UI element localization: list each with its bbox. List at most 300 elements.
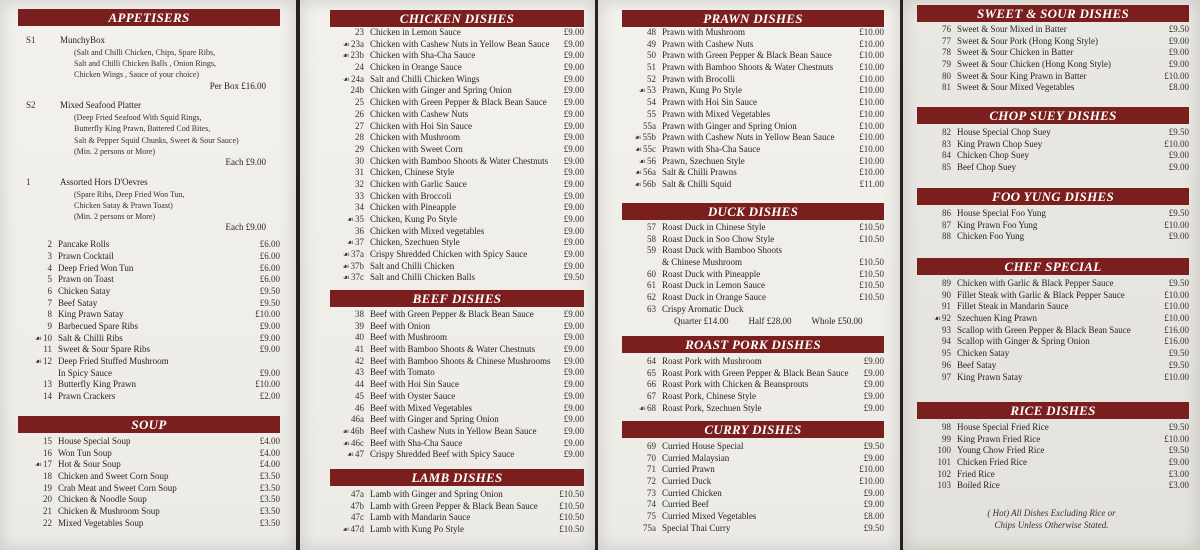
menu-item bbox=[917, 127, 1189, 139]
item-number: 36 bbox=[355, 225, 364, 236]
menu-item bbox=[917, 313, 1189, 325]
item-price: £9.00 bbox=[563, 97, 584, 108]
item-description: (Deep Fried Seafood With Squid Rings, bbox=[74, 113, 202, 122]
item-name: Curried Prawn bbox=[662, 464, 715, 475]
item-number: ☙ 56 bbox=[622, 156, 662, 168]
item-number: 66 bbox=[647, 379, 656, 390]
item-price: £10.00 bbox=[859, 155, 884, 166]
item-price: £8.00 bbox=[863, 511, 884, 522]
menu-item bbox=[18, 448, 280, 460]
item-price: £9.00 bbox=[1168, 47, 1189, 58]
menu-panel-3 bbox=[598, 0, 900, 550]
item-description: Chicken Satay & Prawn Toast) bbox=[74, 200, 173, 210]
item-price: £9.00 bbox=[863, 391, 884, 402]
menu-item bbox=[330, 191, 584, 203]
item-price: £10.00 bbox=[255, 379, 280, 390]
item-number: 52 bbox=[647, 73, 656, 84]
item-price: £9.00 bbox=[563, 190, 584, 201]
item-number: 75 bbox=[647, 511, 656, 522]
item-number: 28 bbox=[355, 132, 364, 143]
item-name: House Special Chop Suey bbox=[957, 127, 1051, 137]
item-price: £9.00 bbox=[563, 379, 584, 390]
menu-item bbox=[917, 82, 1189, 94]
menu-item bbox=[330, 501, 584, 513]
item-name: Sweet & Sour Chicken in Batter bbox=[957, 47, 1074, 58]
item-number: 38 bbox=[355, 309, 364, 319]
item-number: ☙ 37a bbox=[330, 249, 370, 261]
menu-item bbox=[330, 403, 584, 415]
item-description: Salt and Chilli Chicken Balls , Onion Rings, bbox=[74, 59, 216, 68]
beef-section bbox=[330, 290, 584, 461]
item-number: 47c bbox=[351, 512, 364, 523]
menu-item bbox=[622, 441, 884, 453]
menu-item bbox=[330, 332, 584, 344]
item-price: £9.00 bbox=[563, 214, 584, 224]
item-name: Lamb with Kung Po Style bbox=[370, 524, 464, 535]
item-number: 99 bbox=[942, 433, 951, 444]
item-name: Salt and Chilli Chicken Wings bbox=[370, 73, 480, 84]
section-header: ROAST PORK DISHES bbox=[622, 336, 884, 353]
item-number: ☙ 10 bbox=[18, 333, 58, 345]
item-name: Sweet & Sour Pork (Hong Kong Style) bbox=[957, 35, 1098, 46]
item-number: 44 bbox=[355, 379, 364, 390]
item-name: Chicken with Ginger and Spring Onion bbox=[370, 85, 512, 96]
menu-item bbox=[917, 47, 1189, 59]
section-header: DUCK DISHES bbox=[622, 203, 884, 220]
item-name: Sweet & Sour Mixed in Batter bbox=[957, 24, 1067, 34]
item-name: Chicken in Orange Sauce bbox=[370, 62, 462, 73]
menu-item bbox=[330, 438, 584, 450]
menu-item bbox=[917, 336, 1189, 348]
menu-item bbox=[330, 109, 584, 121]
menu-item bbox=[330, 132, 584, 144]
item-name: Beef with Green Pepper & Black Bean Sauce bbox=[370, 309, 534, 319]
item-price: £9.00 bbox=[563, 237, 584, 248]
item-name: Assorted Hors D'Oevres bbox=[60, 176, 148, 187]
item-number: ☙ 23b bbox=[330, 50, 370, 62]
menu-item bbox=[330, 426, 584, 438]
menu-item bbox=[622, 74, 884, 86]
item-price: £9.00 bbox=[563, 132, 584, 143]
item-number: 83 bbox=[942, 138, 951, 149]
item-price: £9.00 bbox=[1168, 162, 1189, 173]
item-price: £9.50 bbox=[1168, 127, 1189, 137]
chef-special-list bbox=[917, 278, 1189, 383]
item-name: Won Tun Soup bbox=[58, 447, 112, 458]
item-number: ☙ 47 bbox=[330, 449, 370, 461]
footnote-line-2: Chips Unless Otherwise Stated. bbox=[994, 520, 1109, 530]
item-price: £9.00 bbox=[259, 321, 280, 331]
item-price: £9.00 bbox=[563, 449, 584, 460]
item-price: £9.00 bbox=[259, 344, 280, 355]
item-name: Mixed Seafood Platter bbox=[60, 100, 141, 111]
menu-item bbox=[622, 511, 884, 523]
item-number: 25 bbox=[355, 97, 364, 108]
item-price: £10.50 bbox=[559, 524, 584, 535]
item-name: Roast Duck in Orange Sauce bbox=[662, 292, 766, 303]
item-price: £9.00 bbox=[563, 320, 584, 331]
item-number: 102 bbox=[937, 468, 951, 479]
item-name: Sweet & Sour Mixed Vegetables bbox=[957, 82, 1075, 93]
item-name: King Prawn Fried Rice bbox=[957, 433, 1041, 444]
item-number: 46a bbox=[351, 414, 364, 425]
menu-item bbox=[18, 251, 280, 263]
menu-item bbox=[917, 434, 1189, 446]
item-name: Roast Pork with Chicken & Beansprouts bbox=[662, 379, 809, 390]
item-price: £10.00 bbox=[859, 62, 884, 73]
appetisers-section bbox=[18, 9, 280, 403]
menu-item bbox=[330, 249, 584, 261]
menu-item bbox=[330, 39, 584, 51]
item-number: 43 bbox=[355, 367, 364, 378]
item-number: 69 bbox=[647, 441, 656, 451]
item-number: 82 bbox=[942, 127, 951, 137]
menu-item bbox=[18, 483, 280, 495]
menu-item bbox=[330, 156, 584, 168]
item-name: Beef with Mixed Vegetables bbox=[370, 402, 473, 413]
item-name: Roast Duck in Lemon Sauce bbox=[662, 280, 765, 291]
item-number: 6 bbox=[47, 285, 52, 296]
item-name: In Spicy Sauce bbox=[58, 367, 112, 378]
menu-item bbox=[330, 344, 584, 356]
item-price: £10.00 bbox=[1164, 219, 1189, 230]
item-number: ☙ 37b bbox=[330, 261, 370, 273]
item-price: £10.00 bbox=[859, 464, 884, 475]
item-number: 4 bbox=[47, 262, 52, 273]
item-number: 91 bbox=[942, 301, 951, 312]
item-number: 42 bbox=[355, 355, 364, 366]
item-number: 34 bbox=[355, 202, 364, 213]
menu-item bbox=[917, 480, 1189, 492]
item-price: £9.00 bbox=[563, 50, 584, 61]
item-price: £3.50 bbox=[259, 482, 280, 493]
menu-item bbox=[330, 391, 584, 403]
item-number: 77 bbox=[942, 35, 951, 46]
item-name: Lamb with Ginger and Spring Onion bbox=[370, 489, 503, 499]
menu-item bbox=[18, 35, 280, 47]
item-price: £9.00 bbox=[563, 355, 584, 366]
pork-list bbox=[622, 356, 884, 414]
item-name: Roast Pork, Chinese Style bbox=[662, 391, 756, 402]
menu-item bbox=[330, 62, 584, 74]
sweet-sour-list bbox=[917, 24, 1189, 94]
item-name: Barbecued Spare Ribs bbox=[58, 321, 138, 331]
item-price: £10.00 bbox=[859, 120, 884, 131]
section-header: CHOP SUEY DISHES bbox=[917, 107, 1189, 124]
menu-item bbox=[622, 464, 884, 476]
item-name: Roast Pork, Szechuen Style bbox=[662, 402, 762, 413]
item-number: 60 bbox=[647, 268, 656, 279]
item-name: Prawn on Toast bbox=[58, 274, 114, 285]
item-number: 8 bbox=[47, 309, 52, 320]
item-price: £4.00 bbox=[259, 459, 280, 470]
menu-item bbox=[622, 144, 884, 156]
item-price: £9.50 bbox=[259, 285, 280, 296]
section-header: SWEET & SOUR DISHES bbox=[917, 5, 1189, 22]
item-price: £3.50 bbox=[259, 517, 280, 528]
item-price: £3.00 bbox=[1168, 480, 1189, 491]
item-number: 59 bbox=[647, 245, 656, 256]
menu-item bbox=[622, 488, 884, 500]
item-price: £10.00 bbox=[859, 167, 884, 178]
item-number: 94 bbox=[942, 336, 951, 347]
item-name: Curried Mixed Vegetables bbox=[662, 511, 757, 522]
item-price: £10.50 bbox=[559, 489, 584, 499]
item-name: Chicken with Mixed vegetables bbox=[370, 225, 485, 236]
item-name: Chicken with Garlic Sauce bbox=[370, 178, 467, 189]
item-number: 80 bbox=[942, 70, 951, 81]
menu-item bbox=[18, 379, 280, 391]
item-name: Sweet & Sour King Prawn in Batter bbox=[957, 70, 1087, 81]
duck-section bbox=[622, 203, 884, 327]
item-number: 67 bbox=[647, 391, 656, 402]
menu-item bbox=[622, 156, 884, 168]
item-number: ☙ 35 bbox=[330, 214, 370, 226]
item-number: 62 bbox=[647, 292, 656, 303]
lamb-section bbox=[330, 469, 584, 536]
item-number: 7 bbox=[47, 297, 52, 308]
item-name: Roast Duck in Chinese Style bbox=[662, 222, 766, 232]
section-header: LAMB DISHES bbox=[330, 469, 584, 486]
item-number: 32 bbox=[355, 178, 364, 189]
menu-item bbox=[18, 321, 280, 333]
item-number: 79 bbox=[942, 59, 951, 70]
item-price: £9.50 bbox=[1168, 422, 1189, 432]
menu-item bbox=[18, 309, 280, 321]
item-number: 18 bbox=[43, 471, 52, 482]
item-name: Roast Duck with Pineapple bbox=[662, 268, 761, 279]
item-name: Fried Rice bbox=[957, 468, 995, 479]
item-name: Chicken with Sweet Corn bbox=[370, 143, 463, 154]
menu-item bbox=[18, 333, 280, 345]
menu-item bbox=[622, 62, 884, 74]
item-name: Prawn with Ginger and Spring Onion bbox=[662, 120, 797, 131]
item-price: £9.00 bbox=[563, 225, 584, 236]
item-number: 22 bbox=[43, 517, 52, 528]
item-number: 3 bbox=[47, 250, 52, 261]
menu-item bbox=[330, 309, 584, 321]
item-name: Lamb with Green Pepper & Black Bean Sauce bbox=[370, 500, 538, 511]
menu-item bbox=[622, 179, 884, 191]
item-name: King Prawn Chop Suey bbox=[957, 138, 1043, 149]
menu-item bbox=[18, 356, 280, 368]
menu-item bbox=[330, 379, 584, 391]
menu-item bbox=[622, 50, 884, 62]
menu-item bbox=[330, 121, 584, 133]
item-price: £10.00 bbox=[859, 108, 884, 119]
item-price: £10.00 bbox=[859, 27, 884, 37]
item-number: 39 bbox=[355, 320, 364, 331]
chicken-list bbox=[330, 27, 584, 284]
item-name: King Prawn Foo Yung bbox=[957, 219, 1038, 230]
item-price: £9.00 bbox=[563, 332, 584, 343]
item-price: £9.00 bbox=[863, 452, 884, 463]
footnote-line-1: ( Hot) All Dishes Excluding Rice or bbox=[987, 508, 1116, 518]
item-name: Beef with Ginger and Spring Onion bbox=[370, 414, 499, 425]
item-name: Prawn, Kung Po Style bbox=[662, 85, 743, 96]
item-number: ☙ 92 bbox=[917, 313, 957, 325]
item-price: £9.00 bbox=[563, 260, 584, 271]
item-name: Prawn with Green Pepper & Black Bean Sauce bbox=[662, 50, 832, 61]
item-number: 61 bbox=[647, 280, 656, 291]
chop-suey-list bbox=[917, 127, 1189, 174]
item-number: 97 bbox=[942, 371, 951, 382]
item-number: 49 bbox=[647, 38, 656, 49]
menu-item bbox=[622, 476, 884, 488]
item-number: 81 bbox=[942, 82, 951, 93]
menu-item bbox=[622, 39, 884, 51]
item-name: Chicken Satay bbox=[58, 285, 111, 296]
item-number: S2 bbox=[26, 100, 36, 111]
item-name: Prawn, Szechuen Style bbox=[662, 155, 745, 166]
lamb-list bbox=[330, 489, 584, 536]
menu-item bbox=[917, 325, 1189, 337]
item-name: Roast Pork with Green Pepper & Black Bean Sauce bbox=[662, 367, 849, 378]
item-price: £9.00 bbox=[259, 332, 280, 343]
section-header: APPETISERS bbox=[18, 9, 280, 26]
item-number: ☙ 53 bbox=[622, 85, 662, 97]
item-name: Chicken with Garlic & Black Pepper Sauce bbox=[957, 278, 1114, 288]
item-name: Scallop with Green Pepper & Black Bean Sauce bbox=[957, 324, 1131, 335]
menu-item bbox=[330, 512, 584, 524]
item-number: 65 bbox=[647, 367, 656, 378]
item-price: £3.50 bbox=[259, 471, 280, 482]
item-price: £10.00 bbox=[859, 50, 884, 61]
item-number: 13 bbox=[43, 379, 52, 390]
item-price: £9.00 bbox=[863, 487, 884, 498]
menu-item bbox=[330, 97, 584, 109]
menu-item bbox=[622, 403, 884, 415]
menu-item bbox=[330, 144, 584, 156]
item-price: £10.00 bbox=[1164, 70, 1189, 81]
item-name: Curried House Special bbox=[662, 441, 744, 451]
menu-item bbox=[622, 304, 884, 316]
item-price: £9.00 bbox=[1168, 457, 1189, 468]
item-price: £9.00 bbox=[563, 108, 584, 119]
menu-item bbox=[330, 261, 584, 273]
menu-item bbox=[622, 356, 884, 368]
item-name: Prawn Crackers bbox=[58, 391, 116, 402]
item-number: 84 bbox=[942, 150, 951, 161]
prawn-list bbox=[622, 27, 884, 191]
chef-special-section bbox=[917, 258, 1189, 383]
item-name: Mixed Vegetables Soup bbox=[58, 517, 144, 528]
menu-item bbox=[18, 471, 280, 483]
menu-item bbox=[330, 356, 584, 368]
item-name: Chicken in Lemon Sauce bbox=[370, 27, 461, 37]
item-price: £4.00 bbox=[259, 447, 280, 458]
item-price: £9.00 bbox=[563, 390, 584, 401]
item-number: 76 bbox=[942, 24, 951, 34]
item-number: 31 bbox=[355, 167, 364, 178]
item-name: Prawn with Mixed Vegetables bbox=[662, 108, 771, 119]
item-number: 1 bbox=[26, 176, 31, 187]
item-price: £10.00 bbox=[1164, 433, 1189, 444]
item-name: Sweet & Sour Chicken (Hong Kong Style) bbox=[957, 59, 1111, 70]
item-name: Szechuen King Prawn bbox=[957, 313, 1037, 324]
item-number: 26 bbox=[355, 108, 364, 119]
item-name: Curried Duck bbox=[662, 476, 712, 487]
menu-item bbox=[917, 208, 1189, 220]
item-name: Chicken, Kung Po Style bbox=[370, 214, 457, 224]
item-name: Pancake Rolls bbox=[58, 239, 110, 250]
hot-footnote bbox=[903, 507, 1200, 531]
item-price: £9.00 bbox=[563, 202, 584, 213]
menu-item bbox=[622, 97, 884, 109]
item-name: Beef with Oyster Sauce bbox=[370, 390, 456, 401]
half-price: Half £28.00 bbox=[748, 315, 792, 326]
item-name: Crispy Aromatic Duck bbox=[662, 303, 744, 314]
item-name: Hot & Sour Soup bbox=[58, 459, 121, 470]
menu-item bbox=[917, 231, 1189, 243]
item-name: Beef with Sha-Cha Sauce bbox=[370, 437, 463, 448]
menu-item bbox=[330, 27, 584, 39]
item-description: (Salt and Chilli Chicken, Chips, Spare Ribs, bbox=[74, 47, 216, 57]
item-name: Chicken Satay bbox=[957, 348, 1010, 359]
item-number: 27 bbox=[355, 120, 364, 131]
item-price: £9.00 bbox=[563, 367, 584, 378]
item-number: ☙ 47d bbox=[330, 524, 370, 536]
menu-panel-1 bbox=[0, 0, 296, 550]
item-price: £9.00 bbox=[563, 85, 584, 96]
item-number: ☙ 46c bbox=[330, 438, 370, 450]
item-price: £6.00 bbox=[259, 274, 280, 285]
item-price: £9.00 bbox=[563, 38, 584, 49]
item-price: £9.00 bbox=[563, 27, 584, 37]
item-number: 57 bbox=[647, 222, 656, 232]
item-price: £9.50 bbox=[259, 297, 280, 308]
item-name: King Prawn Satay bbox=[58, 309, 124, 320]
item-name: Chicken Foo Yung bbox=[957, 231, 1025, 242]
menu-item bbox=[18, 298, 280, 310]
item-number: 78 bbox=[942, 47, 951, 58]
item-price: £9.00 bbox=[863, 499, 884, 510]
item-price: £10.50 bbox=[859, 268, 884, 279]
item-price: £9.50 bbox=[1168, 208, 1189, 218]
item-number: 30 bbox=[355, 155, 364, 166]
item-name: Roast Duck with Bamboo Shoots bbox=[662, 245, 783, 256]
item-name: Prawn with Mushroom bbox=[662, 27, 745, 37]
item-name: Prawn with Hoi Sin Sauce bbox=[662, 97, 757, 108]
menu-item bbox=[622, 391, 884, 403]
menu-item bbox=[330, 449, 584, 461]
item-number: ☙ 68 bbox=[622, 403, 662, 415]
item-price: £9.00 bbox=[863, 402, 884, 413]
item-price: £6.00 bbox=[259, 250, 280, 261]
item-name: Beef Satay bbox=[58, 297, 98, 308]
item-number: ☙ 24a bbox=[330, 74, 370, 86]
item-price: £9.50 bbox=[1168, 359, 1189, 370]
item-name: Beef with Onion bbox=[370, 320, 430, 331]
item-name: Chicken with Green Pepper & Black Bean Sauce bbox=[370, 97, 547, 108]
item-number: 21 bbox=[43, 506, 52, 517]
item-price: £3.00 bbox=[1168, 468, 1189, 479]
section-header: PRAWN DISHES bbox=[622, 10, 884, 27]
item-price: £16.00 bbox=[1164, 324, 1189, 335]
menu-item bbox=[622, 292, 884, 304]
item-name: Chicken with Cashew Nuts in Yellow Bean Sauce bbox=[370, 38, 550, 49]
menu-item bbox=[917, 139, 1189, 151]
item-price: £10.00 bbox=[859, 73, 884, 84]
item-price: £9.50 bbox=[1168, 348, 1189, 359]
item-name: Beef with Cashew Nuts in Yellow Bean Sauce bbox=[370, 425, 537, 436]
menu-item bbox=[917, 71, 1189, 83]
whole-price: Whole £50.00 bbox=[811, 315, 863, 326]
item-price: £9.50 bbox=[1168, 278, 1189, 288]
menu-item bbox=[622, 222, 884, 234]
menu-panel-2 bbox=[300, 0, 595, 550]
item-price: £10.00 bbox=[859, 85, 884, 96]
